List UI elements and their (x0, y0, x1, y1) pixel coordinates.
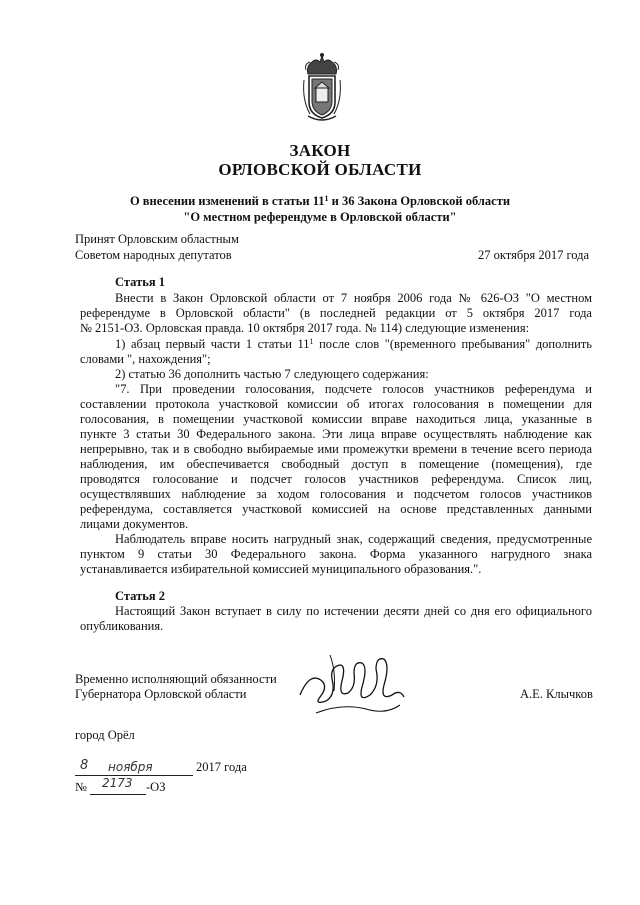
quote-line: проводятся голосование и подсчет голосов участников референдума. Список лиц, (80, 472, 592, 486)
handwritten-month: ноября (108, 760, 153, 774)
number-suffix: -ОЗ (146, 780, 166, 794)
quote-line: референдума, составляется участковой комиссией на основе представленных данными (80, 502, 592, 516)
year-text: 2017 года (196, 760, 247, 774)
article2-heading: Статья 2 (115, 589, 165, 603)
quote-line: голосования, в помещении участковой комиссии вправе находиться лица, указанные в (80, 412, 592, 426)
coat-of-arms-emblem (300, 52, 344, 124)
quote-line: пункте 3 статьи 30 Федерального закона. Эти лица вправе осуществлять наблюдение как (80, 427, 592, 441)
law-subject-line2: "О местном референдуме в Орловской области" (183, 210, 457, 224)
law-subject-line1: О внесении изменений в статьи $11^1$ и 36 Закона Орловской области (129, 194, 511, 208)
handwritten-signature (296, 651, 408, 723)
adopted-by-line1: Принят Орловским областным (75, 232, 239, 246)
article1-item1-line2: словами ", нахождения"; (80, 352, 211, 366)
article2-text-line: Настоящий Закон вступает в силу по истечении десяти дней со дня его официального (115, 604, 592, 618)
quote-line: наблюдения, им обеспечивается свободный доступ в помещение (помещения), где (80, 457, 592, 471)
city: город Орёл (75, 728, 135, 742)
quote-line: лицами документов. (80, 517, 189, 531)
handwritten-day: 8 (80, 758, 89, 773)
number-underline (90, 794, 146, 795)
law-title: ЗАКОН (289, 141, 351, 160)
number-sign: № (75, 780, 87, 794)
quote-line: составлении протокола участковой комиссии об итогах голосования в помещении для (80, 397, 592, 411)
article1-item1-line1: 1) абзац первый части 1 статьи $11^1$ после слов "(временного пребывания" дополнить (115, 337, 592, 351)
article1-text-line: Внести в Закон Орловской области от 7 ноября 2006 года № 626-ОЗ "О местном (115, 291, 592, 305)
quote-line: непрерывно, так и в свободно выбираемые ими промежутки времени в течение всего периода (80, 442, 592, 456)
article1-text-line: № 2151-ОЗ. Орловская правда. 10 октября 2017 года. № 114) следующие изменения: (80, 321, 530, 335)
article2-text-line: опубликования. (80, 619, 164, 633)
adoption-date: 27 октября 2017 года (478, 248, 590, 262)
signatory-position-line2: Губернатора Орловской области (75, 687, 247, 701)
region-title: ОРЛОВСКОЙ ОБЛАСТИ (218, 160, 422, 179)
article1-item2: 2) статью 36 дополнить частью 7 следующего содержания: (115, 367, 429, 381)
badge-line: Наблюдатель вправе носить нагрудный знак, содержащий сведения, предусмотренные (115, 532, 592, 546)
adopted-by-line2: Советом народных депутатов (75, 248, 232, 262)
quote-line: осуществлявших наблюдение за ходом голосования и подсчетом голосов участников (80, 487, 592, 501)
date-underline (75, 775, 193, 776)
quote-line: "7. При проведении голосования, подсчете голосов участников референдума и (115, 382, 592, 396)
article1-heading: Статья 1 (115, 275, 165, 289)
handwritten-law-number: 2173 (102, 776, 133, 790)
badge-line: пунктом 9 статьи 30 Федерального закона. Форма указанного нагрудного знака (80, 547, 592, 561)
badge-line: устанавливается избирательной комиссией муниципального образования.". (80, 562, 482, 576)
signatory-name: А.Е. Клычков (520, 687, 593, 701)
article1-text-line: референдуме в Орловской области" (в последней редакции от 5 октября 2017 года (80, 306, 592, 320)
signatory-position-line1: Временно исполняющий обязанности (75, 672, 277, 686)
